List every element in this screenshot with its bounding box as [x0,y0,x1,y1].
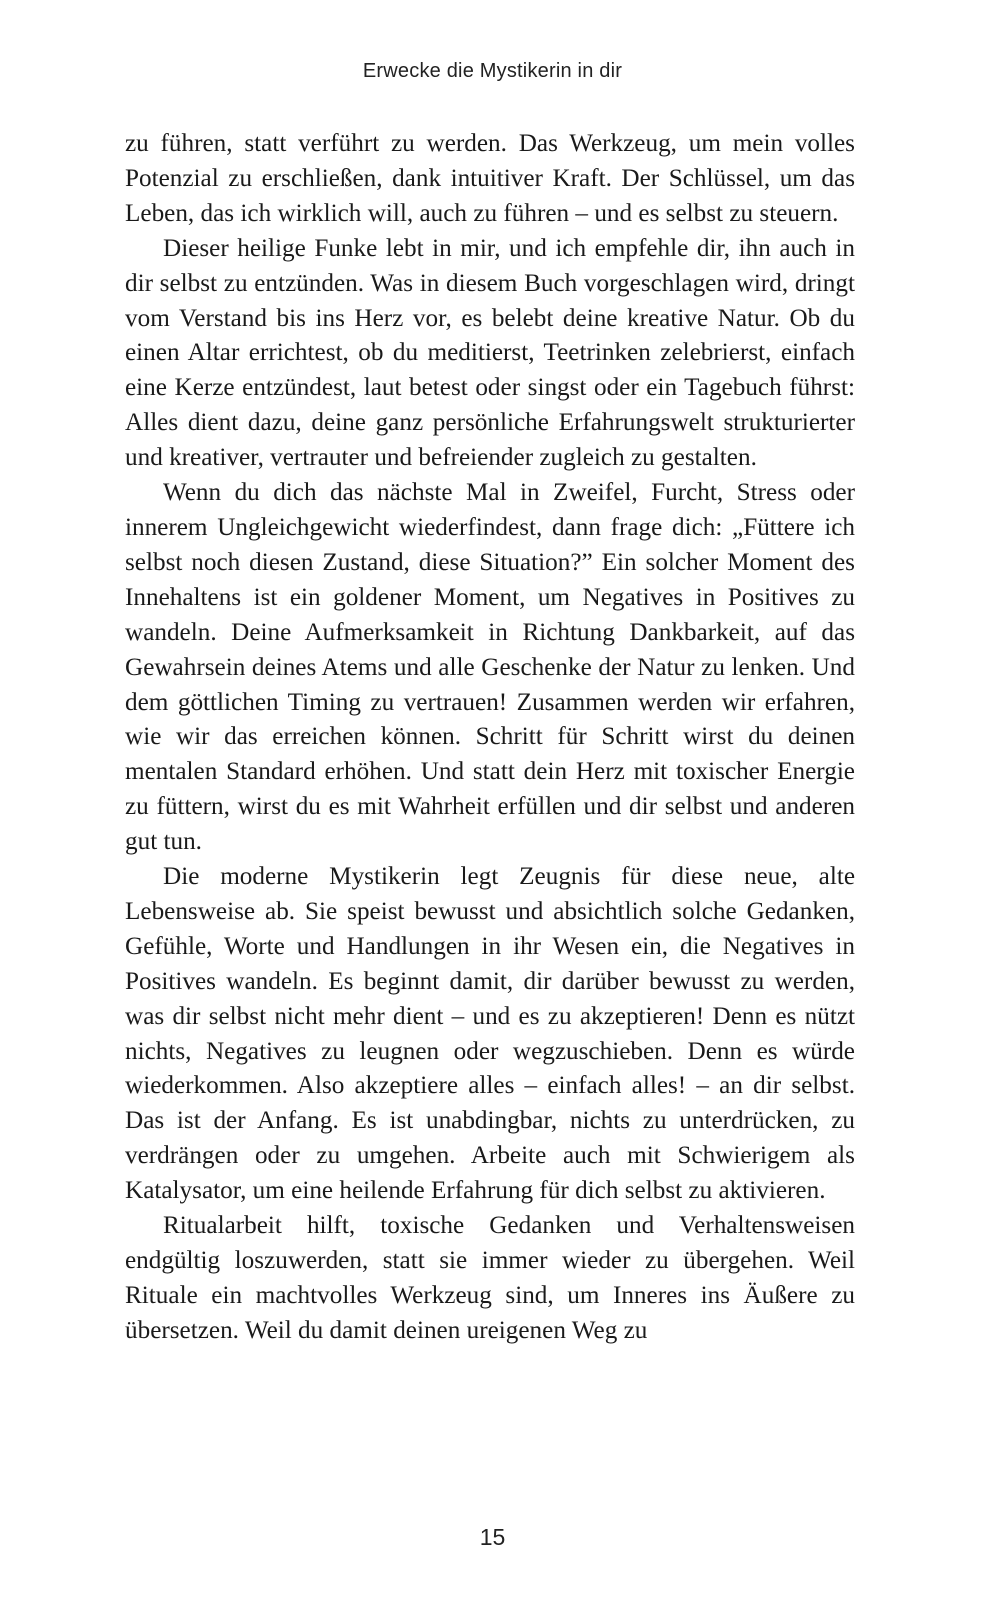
paragraph: Wenn du dich das nächste Mal in Zweifel, Furcht, Stress oder innerem Ungleichgewicht wiederfindest, dann frage dich: „Füttere ich selbst noch diesen Zustand, diese Situation?” Ein solcher Moment des Innehaltens ist ein goldener Moment, um Negatives in Positives zu wandeln. Deine Aufmerksamkeit in Richtung Dankbarkeit, auf das Gewahrsein deines Atems und alle Geschenke der Natur zu lenken. Und dem göttlichen Timing zu vertrauen! Zusammen werden wir erfahren, wie wir das erreichen können. Schritt für Schritt wirst du deinen mentalen Standard erhöhen. Und statt dein Herz mit toxischer Energie zu füttern, wirst du es mit Wahrheit erfüllen und dir selbst und anderen gut tun. [125,479,855,856]
paragraph-continued: zu führen, statt verführt zu werden. Das Werkzeug, um mein volles Potenzial zu erschließen, dank intuitiver Kraft. Der Schlüssel, um das Leben, das ich wirklich will, auch zu führen – und es selbst zu steuern. [125,130,855,227]
paragraph: Die moderne Mystikerin legt Zeugnis für diese neue, alte Lebensweise ab. Sie speist bewusst und absichtlich solche Gedanken, Gefühle, Worte und Handlungen in ihr Wesen ein, die Negatives in Positives wandeln. Es beginnt damit, dir darüber bewusst zu werden, was dir selbst nicht mehr dient – und es zu akzeptieren! Denn es nützt nichts, Negatives zu leugnen oder wegzuschieben. Denn es würde wiederkommen. Also akzeptiere alles – einfach alles! – an dir selbst. Das ist der Anfang. Es ist unabdingbar, nichts zu unterdrücken, zu verdrängen oder zu umgehen. Arbeite auch mit Schwierigem als Katalysator, um eine heilende Erfahrung für dich selbst zu aktivieren. [125,863,855,1205]
running-head: Erwecke die Mystikerin in dir [362,60,623,82]
body-text [125,127,855,1349]
paragraph: Ritualarbeit hilft, toxische Gedanken und Verhaltensweisen endgültig loszuwerden, statt sie immer wieder zu übergehen. Weil Rituale ein machtvolles Werkzeug sind, um Inneres ins Äußere zu übersetzen. Weil du damit deinen ureigenen Weg zu [125,1212,855,1344]
paragraph: Dieser heilige Funke lebt in mir, und ich empfehle dir, ihn auch in dir selbst zu entzünden. Was in diesem Buch vorgeschlagen wird, dringt vom Verstand bis ins Herz vor, es belebt deine kreative Natur. Ob du einen Altar errichtest, ob du meditierst, Teetrinken zelebrierst, einfach eine Kerze entzündest, laut betest oder singst oder ein Tagebuch führst: Alles dient dazu, deine ganz persönliche Erfahrungswelt strukturierter und kreativer, vertrauter und befreiender zugleich zu gestalten. [125,234,855,472]
page-number: 15 [479,1524,506,1550]
